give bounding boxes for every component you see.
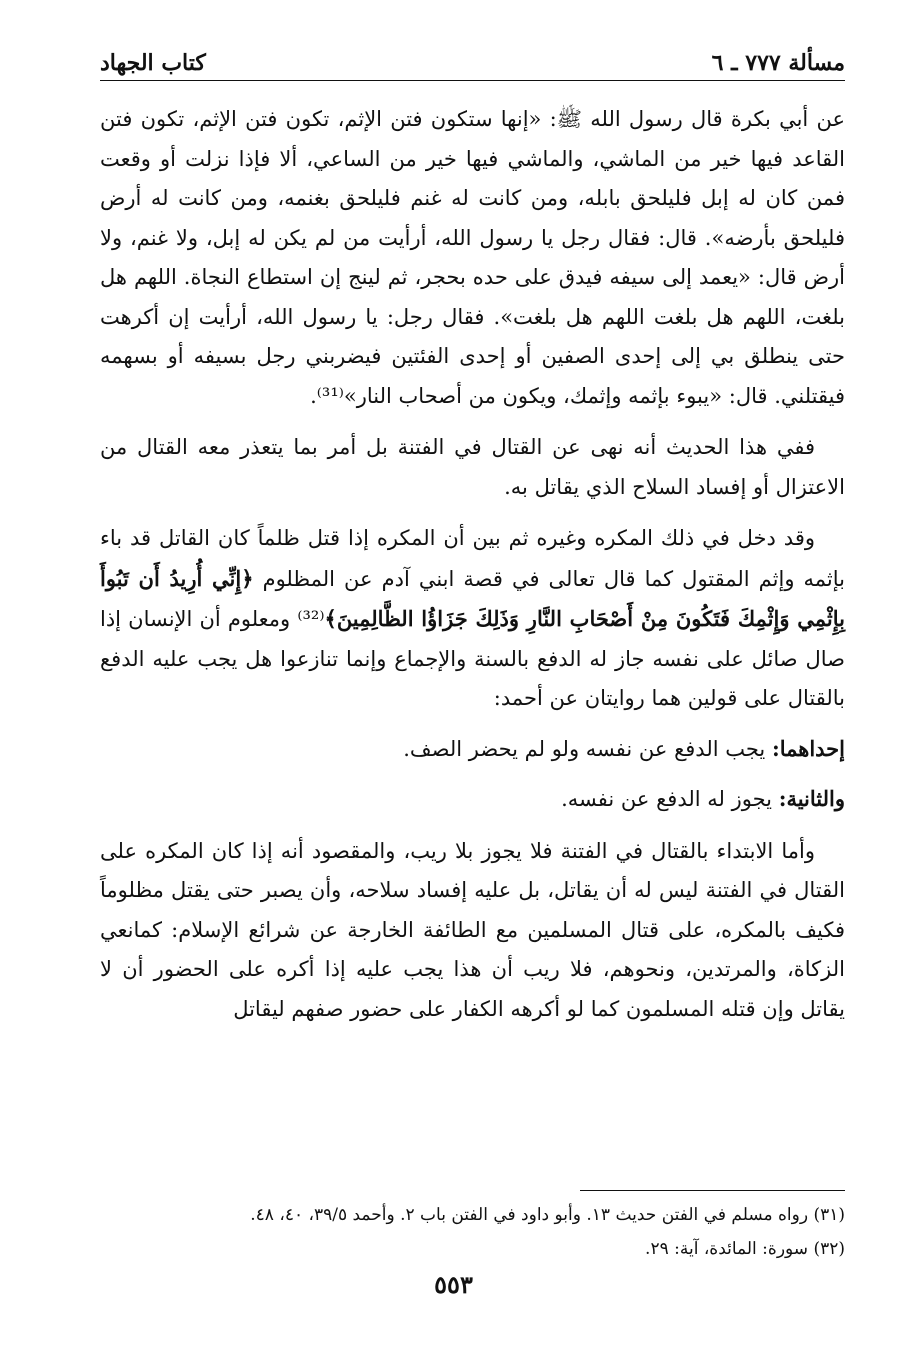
footnotes <box>100 1198 845 1266</box>
footnote-32: (٣٢) سورة: المائدة، آية: ٢٩. <box>645 1239 845 1259</box>
opinion-label-first: إحداهما: <box>771 735 845 761</box>
opinion-text-second: يجوز له الدفع عن نفسه. <box>561 787 772 811</box>
opinion-item-first <box>100 729 845 770</box>
hadith-paragraph: عن أبي بكرة قال رسول الله ﷺ: «إنها ستكون فتن الإثم، تكون فتن الإثم، تكون فتن القاعد فيها خير من الماشي، والماشي فيها خير من الساعي، ألا فإذا نزلت أو وقعت فمن كان له إبل فليلحق بابله، ومن كانت له غنم فليلحق بغنمه، ومن كانت له أرض فليلحق بأرضه». قال: فقال رجل يا رسول الله، أرأيت من لم يكن له إبل، ولا غنم، ولا أرض قال: «يعمد إلى سيفه فيدق على حده بحجر، ثم لينج إن استطاع النجاة. اللهم هل بلغت، اللهم هل بلغت اللهم هل بلغت». فقال رجل: يا رسول الله، أرأيت إن أكرهت حتى ينطلق بي إلى إحدى الصفين أو إحدى الفئتين فيضربني رجل بسيفه أو بسهمه فيقتلني. قال: «يبوء بإثمه وإثمك، ويكون من أصحاب النار»⁽³¹⁾. <box>100 107 845 408</box>
header-divider <box>100 80 845 81</box>
page-header <box>100 38 845 78</box>
final-paragraph: وأما الابتداء بالقتال في الفتنة فلا يجوز بلا ريب، والمقصود أنه إذا كان المكره على القتال في الفتنة ليس له أن يقاتل، بل عليه إفساد سلاحه، وأن يصبر حتى يقتل مظلوماً فكيف بالمكره، على قتال المسلمين مع الطائفة الخارجة عن شرائع الإسلام: كمانعي الزكاة، والمرتدين، ونحوهم، فلا ريب أن هذا يجب عليه إذا أكره على الحضور أن لا يقاتل وإن قتله المسلمون كما لو أكرهه الكفار على حضور صفهم ليقاتل <box>100 838 845 1021</box>
main-text <box>100 100 845 1029</box>
verse-paragraph <box>100 519 845 719</box>
verse-followup-text: ⁽³²⁾ ومعلوم أن الإنسان إذا صال صائل على نفسه جاز له الدفع بالسنة والإجماع وإنما تنازعوا هل يجب عليه الدفع بالقتال على قولين هما روايتان عن أحمد: <box>100 607 845 710</box>
page-number: ٥٥٣ <box>434 1270 473 1299</box>
footnote-divider <box>580 1190 845 1191</box>
opinion-item-second <box>100 779 845 820</box>
header-book-title: كتاب الجهاد <box>100 50 206 76</box>
footnote-31: (٣١) رواه مسلم في الفتن حديث ١٣. وأبو داود في الفتن باب ٢. وأحمد ٣٩/٥، ٤٠، ٤٨. <box>250 1205 845 1225</box>
header-issue-number: مسألة ٧٧٧ ـ ٦ <box>711 50 845 76</box>
quran-verse: ﴿إِنِّي أُرِيدُ أَن تَبُوأَ بِإِثْمِي وَإِثْمِكَ فَتَكُونَ مِنْ أَصْحَابِ النَّارِ وَذَلِكَ جَزَاؤُا الظَّالِمِينَ﴾ <box>100 565 845 631</box>
verse-intro-text: وقد دخل في ذلك المكره وغيره ثم بين أن المكره إذا قتل ظلماً كان القاتل قد باء بإثمه وإثم المقتول كما قال تعالى في قصة ابني آدم عن المظلوم <box>100 526 846 591</box>
commentary-paragraph: ففي هذا الحديث أنه نهى عن القتال في الفتنة بل أمر بما يتعذر معه القتال من الاعتزال أو إفساد السلاح الذي يقاتل به. <box>100 435 845 499</box>
opinion-text-first: يجب الدفع عن نفسه ولو لم يحضر الصف. <box>403 736 766 761</box>
opinion-label-second: والثانية: <box>778 786 845 811</box>
